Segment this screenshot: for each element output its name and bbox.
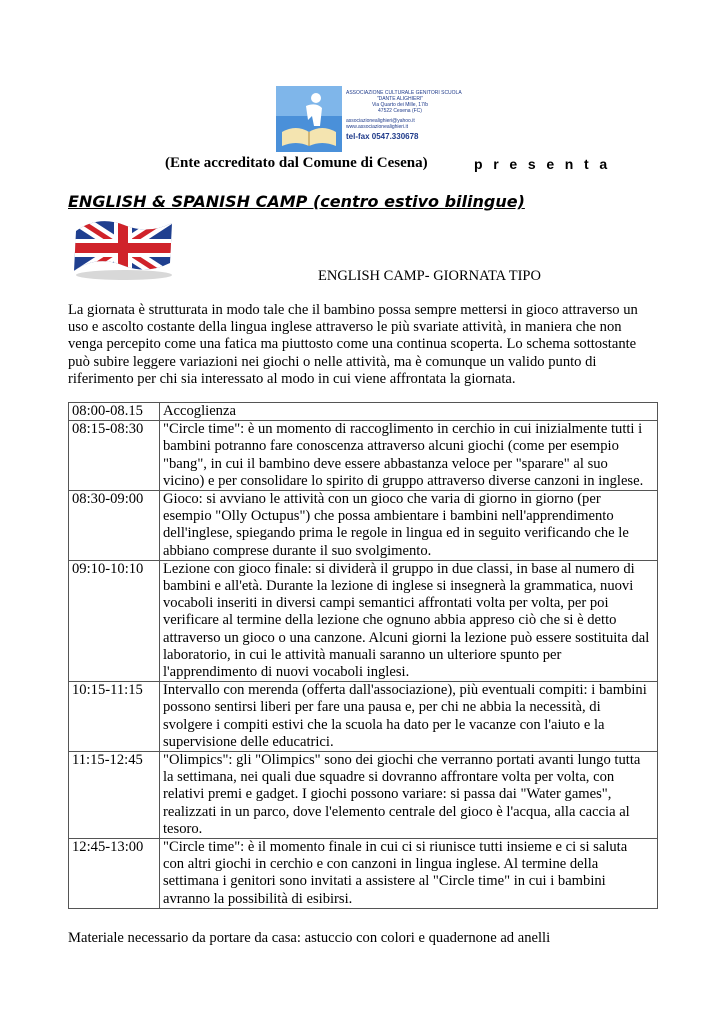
schedule-description-line: tesoro. (163, 820, 203, 837)
materials-note: Materiale necessario da portare da casa: astuccio con colori e quadernone ad anelli (68, 930, 551, 946)
schedule-description (160, 403, 658, 421)
schedule-description-line: relativi premi e gadget. I giochi possono variare: si passa dai "Water games", (163, 786, 612, 803)
schedule-description (160, 682, 658, 752)
schedule-row (69, 752, 658, 839)
schedule-row (69, 421, 658, 491)
schedule-description-line: abbiano comprese durante il suo svolgimento. (163, 542, 432, 559)
schedule-description-line: avranno la possibilità di esibirsi. (163, 890, 353, 907)
schedule-row (69, 839, 658, 909)
schedule-time: 08:15-08:30 (69, 421, 160, 491)
schedule-time: 09:10-10:10 (69, 560, 160, 681)
logo-line-2: "DANTE ALIGHIERI" (376, 96, 424, 102)
schedule-description-line: "Circle time": è un momento di raccoglimento in cerchio in cui inizialmente tutti i (163, 421, 643, 438)
schedule-description-line: settimana i genitori sono invitati a assistere al "Circle time" in cui i bambini (163, 873, 606, 890)
schedule-row (69, 491, 658, 561)
intro-line: uso e ascolto costante della lingua inglese attraverso le più svariate attività, in maniera che non (68, 319, 622, 336)
schedule-description-line: bambini potranno fare conoscenza attraverso alcuni giochi (come per esempio (163, 438, 619, 455)
schedule-description-line: "Olimpics": gli "Olimpics" sono dei giochi che verranno portati avanti lungo tutta (163, 752, 641, 769)
logo-line-5: associazionealighieri@yahoo.it (346, 118, 415, 124)
logo-figure-icon (276, 86, 342, 152)
logo-line-3: Via Quarto dei Mille, 17/b (371, 102, 429, 108)
uk-flag-icon (68, 213, 176, 283)
schedule-description-line: "Circle time": è il momento finale in cui ci si riunisce tutti insieme e ci si saluta (163, 839, 628, 856)
schedule-description-line: "bang", in cui il bambino deve essere abbastanza veloce per "sparare" al suo (163, 455, 608, 472)
schedule-description-line: realizzati in un parco, dove l'elemento centrale del gioco è l'acqua, alla caccia al (163, 803, 630, 820)
section-subtitle: ENGLISH CAMP- GIORNATA TIPO (318, 268, 541, 284)
schedule-description-line: dell'inglese, spiegando prima le regole in lingua ed in seguito verificando che le (163, 525, 629, 542)
logo-line-1: ASSOCIAZIONE CULTURALE GENITORI SCUOLA (346, 90, 462, 96)
schedule-row (69, 560, 658, 681)
schedule-description (160, 421, 658, 491)
schedule-description-line: l'apprendimento di nuovi vocaboli inglesi. (163, 664, 410, 681)
schedule-description (160, 491, 658, 561)
schedule-description-line: supervisione delle educatrici. (163, 733, 334, 750)
schedule-description-line: attraverso un gioco o una canzone. Alcuni giorni la lezione può essere sostituita dal (163, 629, 650, 646)
logo-line-7: tel-fax 0547.330678 (346, 132, 419, 141)
intro-line: riferimento per chi sia interessato al modo in cui viene affrontata la giornata. (68, 370, 516, 387)
schedule-description-line: con altri giochi in cerchio e con canzoni in lingua inglese. Al termine della (163, 856, 599, 873)
schedule-time: 11:15-12:45 (69, 752, 160, 839)
schedule-description-line: vicino) e per consolidare lo spirito di gruppo attraverso diverse canzoni in inglese. (163, 472, 644, 489)
intro-line: venga percepito come una fatica ma piuttosto come una continua scoperta. Lo schema sottostante (68, 336, 637, 353)
association-logo (276, 86, 462, 152)
schedule-description-line: Accoglienza (163, 403, 236, 419)
schedule-row (69, 682, 658, 752)
schedule-description (160, 752, 658, 839)
schedule-time: 08:00-08.15 (69, 403, 160, 421)
presenta-text: p r e s e n t a (474, 156, 611, 172)
intro-line: La giornata è strutturata in modo tale che il bambino possa sempre mettersi in gioco attraverso un (68, 302, 638, 318)
schedule-table (68, 402, 658, 909)
logo-line-4: 47522 Cesena (FC) (378, 108, 422, 114)
schedule-description-line: esempio "Olly Octupus") che possa ambientare i bambini nell'apprendimento (163, 508, 614, 525)
schedule-description (160, 839, 658, 909)
accreditation-line: (Ente accreditato dal Comune di Cesena) (165, 155, 428, 171)
schedule-description-line: Gioco: si avviano le attività con un gioco che varia di giorno in giorno (per (163, 491, 601, 508)
page-title: ENGLISH & SPANISH CAMP (centro estivo bilingue) (68, 192, 525, 211)
schedule-row (69, 403, 658, 421)
schedule-description-line: laboratorio, in cui le attività manuali saranno un ulteriore spunto per (163, 646, 562, 663)
schedule-description-line: la settimana, nei quali due squadre si dovranno affrontare volta per volta, con (163, 769, 615, 786)
logo-text-block (346, 90, 462, 142)
intro-line: può subire leggere variazioni nei giochi o nelle attività, ma è comunque un valido punto di (68, 353, 597, 370)
schedule-time: 10:15-11:15 (69, 682, 160, 752)
schedule-description-line: svolgere i compiti estivi che la scuola ha dato per le vacanze con l'aiuto e la (163, 716, 605, 733)
schedule-description-line: Lezione con gioco finale: si dividerà il gruppo in due classi, in base al numero di (163, 560, 635, 577)
schedule-description-line: possono sentirsi liberi per fare una pausa e, per chi ne abbia la necessità, di (163, 699, 601, 716)
schedule-description-line: bambini e all'età. Durante la lezione di inglese si insegnerà la grammatica, nuovi (163, 578, 634, 595)
schedule-description-line: verificare al termine della lezione che ognuno abbia appreso ciò che si è detto (163, 612, 617, 629)
schedule-description (160, 560, 658, 681)
schedule-time: 12:45-13:00 (69, 839, 160, 909)
logo-line-6: www.associazionealighieri.it (346, 124, 408, 130)
schedule-description-line: vocaboli inseriti in diversi campi semantici affrontati volta per volta, per poi (163, 595, 609, 612)
intro-paragraph (68, 302, 660, 388)
schedule-time: 08:30-09:00 (69, 491, 160, 561)
schedule-description-line: Intervallo con merenda (offerta dall'associazione), più eventuali compiti: i bambini (163, 682, 647, 699)
